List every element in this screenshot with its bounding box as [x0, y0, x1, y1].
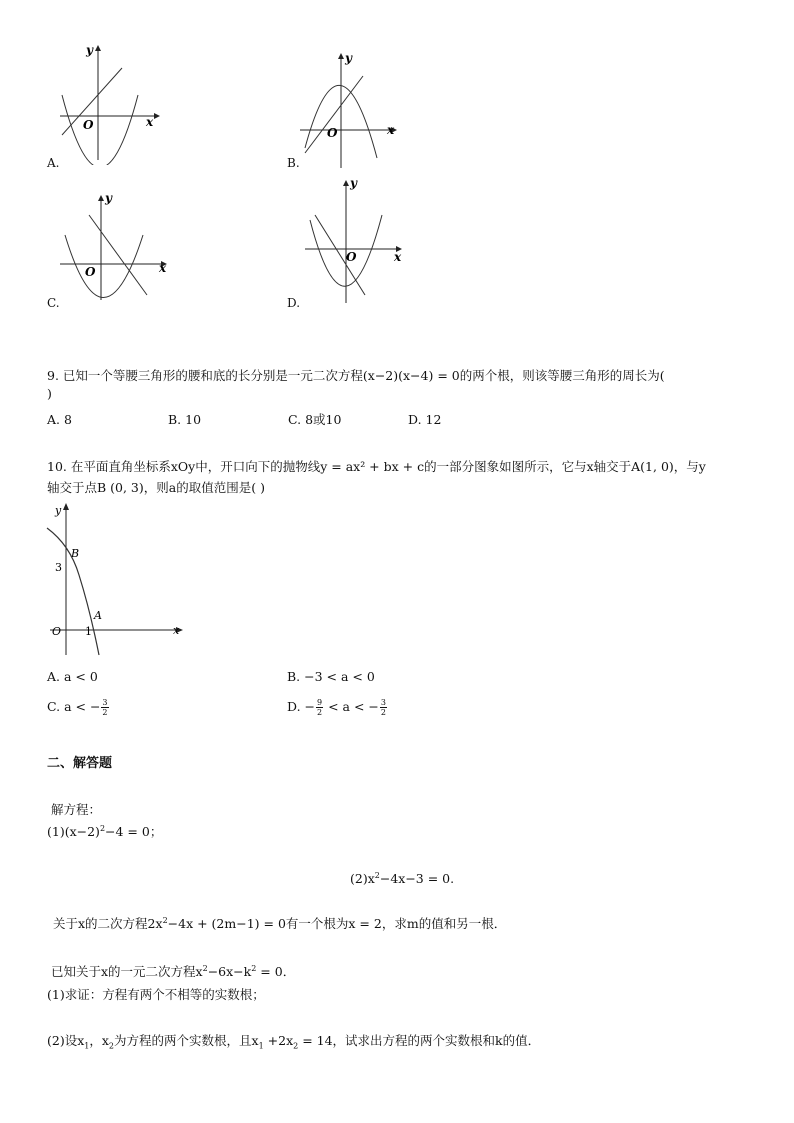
q10-option-c-prefix: C. a < − [47, 699, 101, 714]
x-label: x [146, 115, 154, 129]
q10-graph [45, 500, 190, 663]
graph-c-svg [55, 190, 175, 305]
text: 为方程的两个实数根，且x [114, 1033, 259, 1048]
origin-label: O [346, 250, 357, 264]
denominator: 2 [102, 708, 108, 717]
x-label: x [387, 123, 395, 137]
x-label: x [394, 250, 402, 264]
q8-option-d-graph [300, 175, 415, 308]
text: 关于x的二次方程2x [53, 916, 163, 931]
q10-stem-line1: 10. 在平面直角坐标系xOy中，开口向下的抛物线y = ax² + bx + c的一部分图象如图所示，它与x轴交于A(1, 0)，与y [47, 459, 706, 474]
q9-stem-line2: ) [47, 386, 52, 401]
subscript: 2 [293, 1041, 299, 1051]
q10-option-b: B. −3 < a < 0 [287, 669, 375, 684]
subscript: 1 [84, 1041, 90, 1051]
fraction [380, 698, 387, 717]
q10-option-d [287, 697, 388, 717]
tick-1: 1 [85, 625, 92, 638]
problem1-part2 [350, 869, 454, 889]
problem1-title: 解方程： [51, 802, 102, 817]
y-label: y [55, 504, 62, 517]
superscript: 2 [251, 963, 257, 973]
text: (2)x [350, 871, 375, 886]
numerator: 9 [317, 698, 323, 707]
denominator: 2 [380, 708, 386, 717]
text: −4x−3 = 0. [379, 871, 455, 886]
q10-stem-line2: 轴交于点B (0, 3)，则a的取值范围是( ) [47, 480, 265, 495]
numerator: 3 [380, 698, 386, 707]
text: ，x [89, 1033, 109, 1048]
text: +2x [263, 1033, 294, 1048]
origin-label: O [327, 126, 338, 140]
q8-option-c-label: C. [47, 296, 60, 310]
q9-stem-line1: 9. 已知一个等腰三角形的腰和底的长分别是一元二次方程(x−2)(x−4) = 0的两个根，则该等腰三角形的周长为( [47, 368, 665, 383]
point-b-label: B [71, 547, 80, 560]
x-label: x [173, 624, 180, 637]
q9-option-d: D. 12 [408, 412, 442, 427]
text: (2)设x [47, 1033, 85, 1048]
q10-option-a: A. a < 0 [47, 669, 98, 684]
text: = 0． [256, 964, 296, 979]
point-a-label: A [94, 609, 102, 622]
numerator: 3 [102, 698, 108, 707]
superscript: 2 [162, 915, 168, 925]
graph-d-svg [300, 175, 415, 305]
y-label: y [86, 43, 93, 57]
problem1-part1 [47, 822, 162, 842]
text: −4x + (2m−1) = 0有一个根为x = 2，求m的值和另一根． [167, 916, 507, 931]
q10-option-d-prefix: D. − [287, 699, 315, 714]
q8-option-b-graph [295, 48, 405, 176]
origin-label: O [52, 625, 62, 638]
q9-option-a: A. 8 [47, 412, 72, 427]
subscript: 1 [258, 1041, 264, 1051]
text: (1)(x−2) [47, 824, 100, 839]
fraction [101, 698, 108, 717]
problem3-stem [51, 962, 295, 982]
superscript: 2 [99, 823, 106, 833]
problem3-part1: (1)求证：方程有两个不相等的实数根； [47, 987, 265, 1002]
origin-label: O [85, 265, 96, 279]
line [89, 215, 147, 295]
problem2 [53, 914, 506, 934]
q9-option-b: B. 10 [168, 412, 202, 427]
y-label: y [350, 176, 357, 190]
superscript: 2 [202, 963, 208, 973]
parabola [65, 235, 143, 298]
q8-option-a-graph [50, 40, 170, 168]
tick-3: 3 [55, 561, 62, 574]
denominator: 2 [317, 708, 323, 717]
origin-label: O [83, 118, 94, 132]
text: 已知关于x的一元二次方程x [51, 964, 203, 979]
section-heading: 二、解答题 [47, 756, 113, 771]
q10-option-d-mid: < a < − [324, 699, 379, 714]
q10-graph-svg [45, 500, 190, 660]
text: −6x−k [207, 964, 252, 979]
graph-a-svg [50, 40, 170, 165]
q8-option-d-label: D. [287, 296, 301, 310]
q10-option-c [47, 697, 110, 717]
line [315, 215, 365, 295]
x-label: x [159, 261, 167, 275]
superscript: 2 [374, 870, 380, 880]
q8-option-b-label: B. [287, 156, 300, 170]
y-label: y [345, 51, 352, 65]
fraction [316, 698, 323, 717]
q8-option-a-label: A. [47, 156, 60, 170]
line [305, 76, 363, 153]
subscript: 2 [108, 1041, 115, 1051]
graph-b-svg [295, 48, 405, 173]
parabola [62, 95, 138, 165]
y-label: y [105, 191, 112, 205]
problem3-part2 [47, 1031, 540, 1051]
q9-option-c: C. 8或10 [288, 412, 342, 427]
text: −4 = 0； [105, 824, 163, 839]
text: = 14，试求出方程的两个实数根和k的值． [298, 1033, 541, 1048]
q8-option-c-graph [55, 190, 175, 308]
